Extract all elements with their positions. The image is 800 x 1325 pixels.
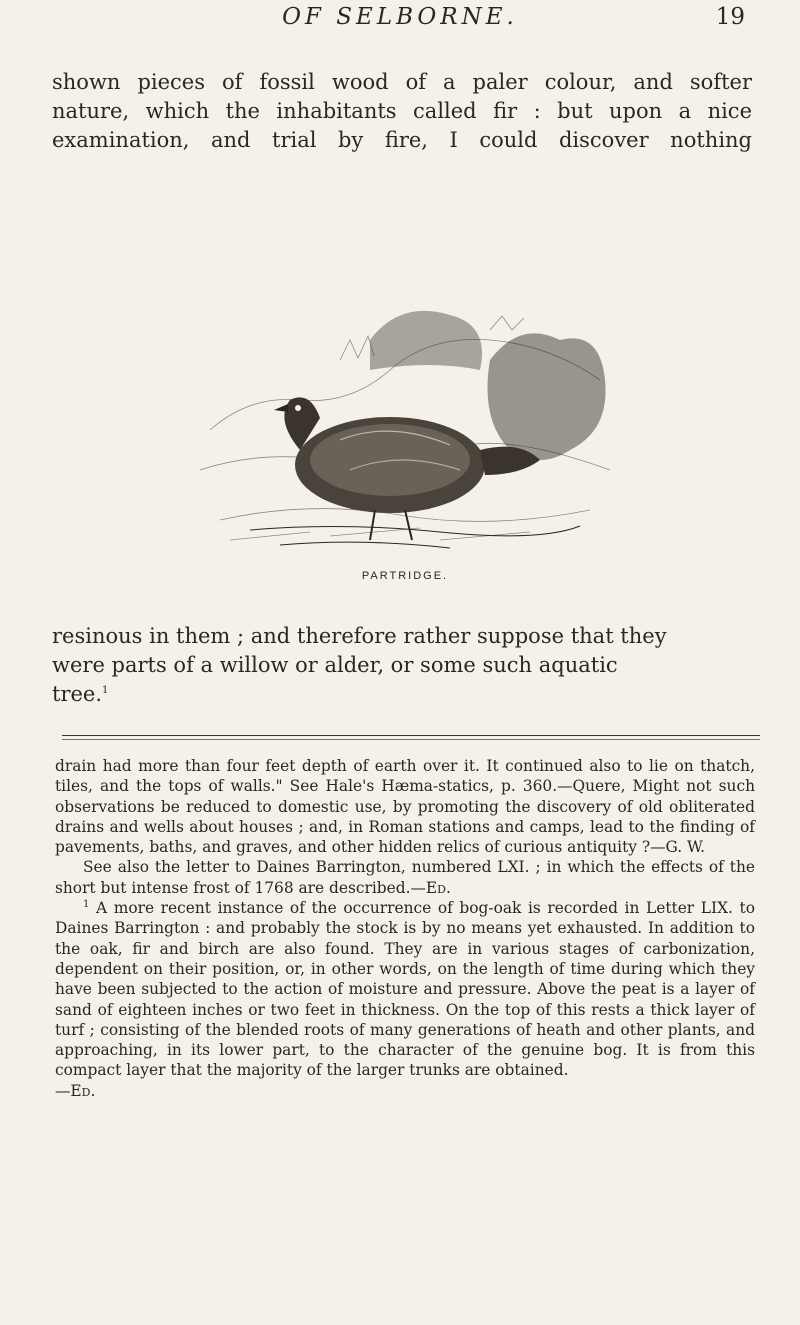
- footnote-1-marker: 1: [83, 898, 90, 910]
- ground-lines: [250, 526, 580, 548]
- running-title: OF SELBORNE.: [282, 4, 518, 30]
- footnote-continued: drain had more than four feet depth of earth over it. It continued also to lie on thatch, tiles, and the tops of walls." See Hale's Hæma-statics, p. 360.—Quere, Might not such observations be reduced to domestic use, by promoting the discovery of old obliterated drains and wells about houses ; and, in Roman stations and camps, lead to the finding of pavements, baths, and graves, and other hidden relics of curious antiquity ?—G. W.: [55, 757, 755, 857]
- editor-signature: Ed.: [425, 878, 451, 897]
- footnote-rule: [62, 735, 760, 736]
- body-paragraph-bottom: [52, 622, 752, 709]
- body-line: shown pieces of fossil wood of a paler colour, and softer: [52, 70, 752, 94]
- footnote-1: [55, 898, 755, 1081]
- page-number: 19: [715, 4, 745, 30]
- footnote-rule-secondary: [62, 739, 760, 740]
- body-paragraph-top: [52, 68, 752, 155]
- footnote-marker: 1: [102, 685, 109, 696]
- body-line: nature, which the inhabitants called fir : but upon a nice: [52, 99, 752, 123]
- footnote-1-signature: [55, 1081, 755, 1101]
- footnote-text: See also the letter to Daines Barrington, numbered LXI. ; in which the effects of the short but intense frost of 1768 are described.—: [55, 858, 755, 897]
- body-line: examination, and trial by fire, I could discover nothing: [52, 128, 752, 152]
- body-line: were parts of a willow or alder, or some such aquatic: [52, 653, 618, 677]
- figure-caption: PARTRIDGE.: [361, 570, 449, 582]
- body-last-text: tree.: [52, 682, 103, 706]
- editor-signature-end: —Ed.: [55, 1081, 96, 1100]
- footnote-1-text: A more recent instance of the occurrence of bog-oak is recorded in Letter LIX. to Daines Barrington : and probably the stock is by no means yet exhausted. In addition to the oak, fir and birch are also found. They are in various stages of carbonization, dependent on their position, or, in other words, on the length of time during which they have been subjected to the action of moisture and pressure. Above the peat is a layer of sand of eighteen inches or two feet in thickness. On the top of this rests a thick layer of turf ; consisting of the blended roots of many generations of heath and other plants, and approaching, in its lower part, to the character of the genuine bog. It is from this compact layer that the majority of the larger trunks are obtained.: [55, 899, 755, 1080]
- footnotes: [55, 756, 755, 1101]
- footnote-editor-note: [55, 857, 755, 898]
- body-line-last: [52, 680, 752, 709]
- partridge-engraving: [190, 300, 620, 568]
- partridge-illustration: [190, 300, 620, 590]
- running-head: [0, 4, 800, 38]
- body-line: resinous in them ; and therefore rather suppose that they: [52, 624, 667, 648]
